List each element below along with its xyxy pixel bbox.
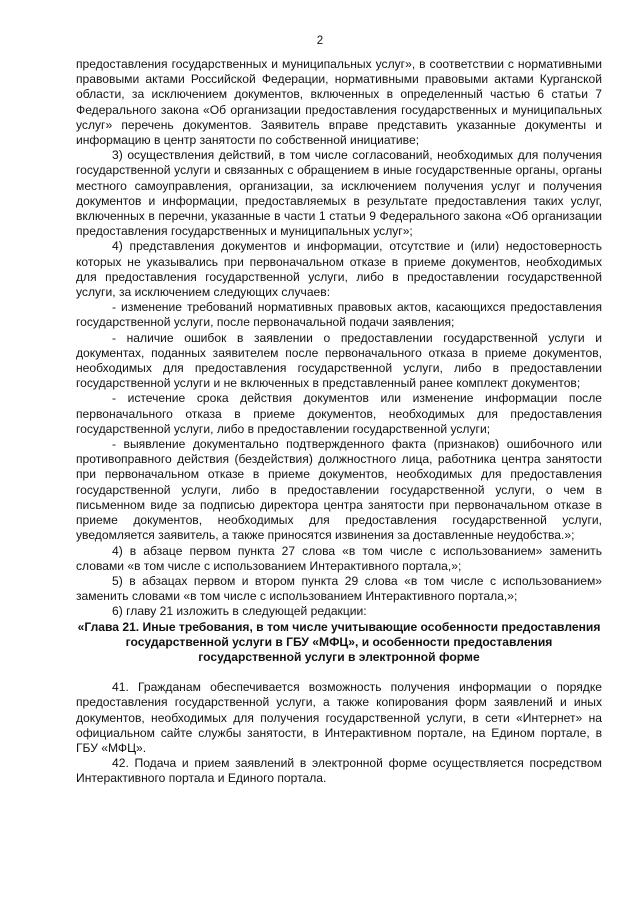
paragraph-dash-1: - изменение требований нормативных правовых актов, касающихся предоставления государственной услуги, после первоначальной подачи заявления; (76, 300, 602, 330)
paragraph-amend-6: 6) главу 21 изложить в следующей редакции: (112, 604, 367, 619)
paragraph-dash-2: - наличие ошибок в заявлении о предоставлении государственной услуги и документах, поданных заявителем после первоначального отказа в приеме документов, необходимых для предоставления государственной услуги, либо в предоставлении государственной услуги и не включенных в представленный ранее комплект документов; (76, 330, 602, 391)
paragraph-amend-4: 4) в абзаце первом пункта 27 слова «в том числе с использованием» заменить словами «в том числе с использованием Интерактивного портала,»; (76, 543, 602, 573)
page-number: 2 (316, 35, 324, 47)
section-42: 42. Подача и прием заявлений в электронной форме осуществляется посредством Интерактивного портала и Единого портала. (76, 756, 602, 786)
paragraph-continuation: предоставления государственных и муниципальных услуг», в соответствии с нормативными правовыми актами Российской Федерации, нормативными правовыми актами Курганской области, за исключением документов, включенных в определенный частью 6 статьи 7 Федерального закона «Об организации предоставления государственных и муниципальных услуг» перечень документов. Заявитель вправе представить указанные документы и информацию в центр занятости по собственной инициативе; (76, 57, 602, 148)
chapter-heading: «Глава 21. Иные требования, в том числе учитывающие особенности предоставления государственной услуги в ГБУ «МФЦ», и особенности предоставления государственной услуги в электронной форме (77, 619, 601, 664)
paragraph-item-4: 4) представления документов и информации, отсутствие и (или) недостоверность которых не указывались при первоначальном отказе в приеме документов, необходимых для предоставления государственной услуги, либо в предоставлении государственной услуги, за исключением следующих случаев: (76, 239, 602, 300)
paragraph-dash-3: - истечение срока действия документов или изменение информации после первоначального отказа в приеме документов, необходимых для предоставления государственной услуги, либо в предоставлении государственной услуги; (76, 391, 602, 436)
paragraph-amend-5: 5) в абзацах первом и втором пункта 29 слова «в том числе с использованием» заменить словами «в том числе с использованием Интерактивного портала,»; (76, 573, 602, 604)
paragraph-item-3: 3) осуществления действий, в том числе согласований, необходимых для получения государственной услуги и связанных с обращением в иные государственные органы, органы местного самоуправления, организации, за исключением получения услуг и получения документов и информации, предоставляемых в результате предоставления таких услуг, включенных в перечни, указанные в части 1 статьи 9 Федерального закона «Об организации предоставления государственных и муниципальных услуг»; (76, 148, 602, 239)
document-body (76, 57, 602, 787)
section-41: 41. Гражданам обеспечивается возможность получения информации о порядке предоставления государственной услуги, а также копирования форм заявлений и иных документов, необходимых для получения государственной услуги, в сети «Интернет» на официальном сайте службы занятости, в Интерактивном портале, на Едином портале, в ГБУ «МФЦ». (76, 680, 602, 755)
paragraph-dash-4: - выявление документально подтвержденного факта (признаков) ошибочного или противоправного действия (бездействия) должностного лица, работника центра занятости при первоначальном отказе в приеме документов, необходимых для предоставления государственной услуги, либо в предоставлении государственной услуги, о чем в письменном виде за подписью директора центра занятости при первоначальном отказе в приеме документов, необходимых для предоставления государственной услуги, уведомляется заявитель, а также приносятся извинения за доставленные неудобства.»; (76, 437, 602, 543)
spacer (76, 665, 602, 680)
